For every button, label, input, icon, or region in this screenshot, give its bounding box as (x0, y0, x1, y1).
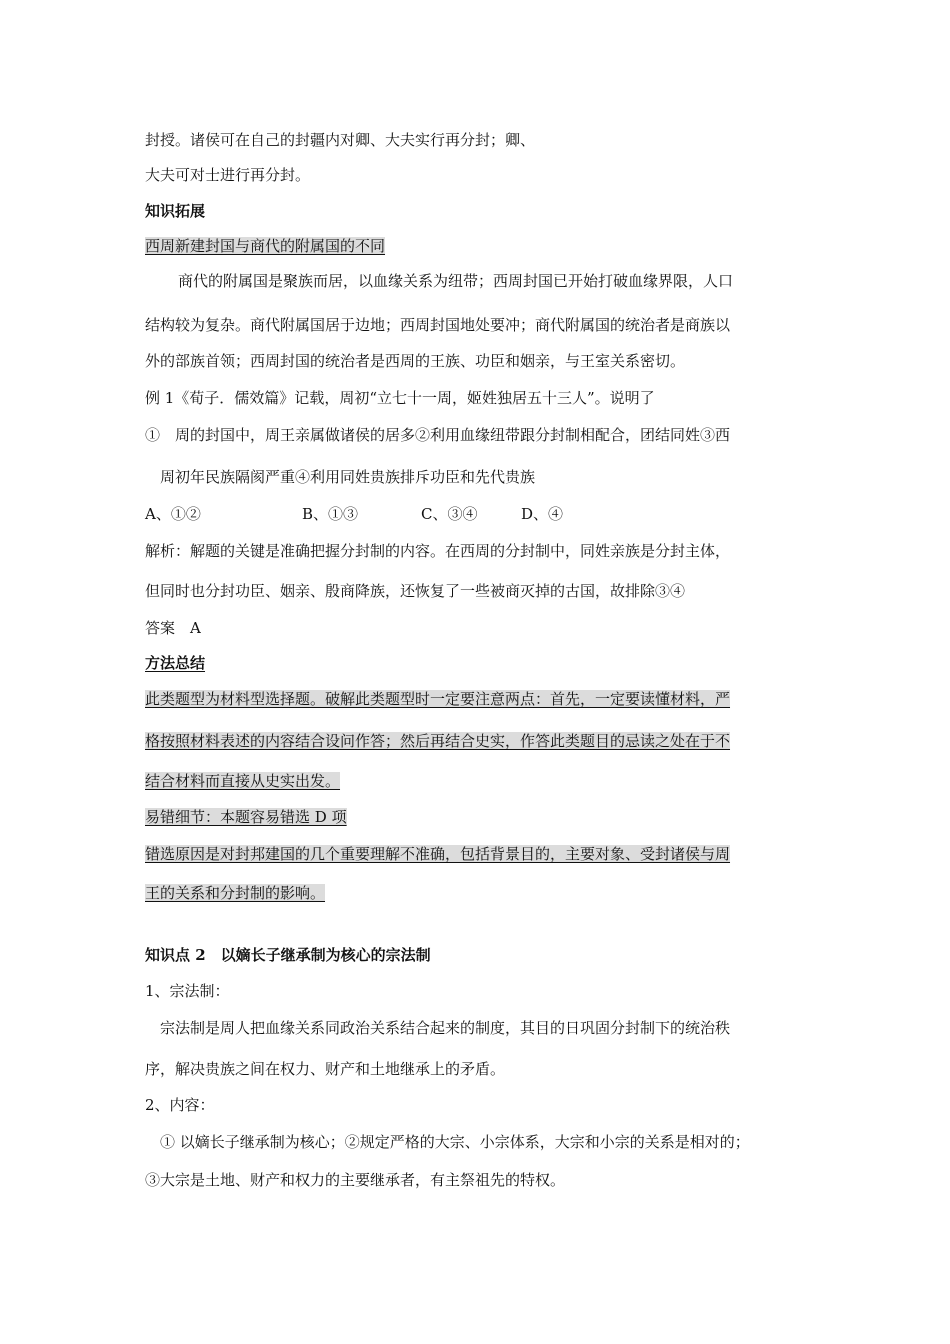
paragraph-line: 外的部族首领；西周封国的统治者是西周的王族、功臣和姻亲，与王室关系密切。 (145, 352, 686, 370)
highlighted-text: 结合材料而直接从史实出发。 (145, 772, 341, 790)
example-question: 例 1《荀子．儒效篇》记载，周初“立七十一周，姬姓独居五十三人”。说明了 (145, 389, 655, 407)
error-detail-line (145, 843, 730, 865)
paragraph-line: 序，解决贵族之间在权力、财产和土地继承上的矛盾。 (145, 1060, 506, 1078)
highlighted-text: 此类题型为材料型选择题。破解此类题型时一定要注意两点：首先，一定要读懂材料，严 (145, 690, 731, 708)
analysis-line: 但同时也分封功臣、姻亲、殷商降族，还恢复了一些被商灭掉的古国，故排除③④ (145, 582, 686, 600)
section-heading-knowledge-extension: 知识拓展 (145, 202, 206, 220)
subheading-comparison (145, 235, 385, 257)
highlighted-text: 西周新建封国与商代的附属国的不同 (145, 237, 386, 255)
example-statements: ① 周的封国中，周王亲属做诸侯的居多②利用血缘纽带跟分封制相配合，团结同姓③西 (145, 426, 731, 444)
section-heading-method-summary (145, 652, 205, 674)
paragraph-line: 宗法制是周人把血缘关系同政治关系结合起来的制度，其目的日巩固分封制下的统治秩 (160, 1019, 731, 1037)
option-d: D、④ (521, 505, 564, 523)
highlighted-text: 错选原因是对封邦建国的几个重要理解不准确，包括背景目的，主要对象、受封诸侯与周 (145, 845, 731, 863)
list-heading: 1、宗法制： (145, 982, 230, 1000)
highlighted-text: 王的关系和分封制的影响。 (145, 884, 326, 902)
list-heading: 2、内容： (145, 1096, 215, 1114)
paragraph-line: 商代的附属国是聚族而居，以血缘关系为纽带；西周封国已开始打破血缘界限，人口 (178, 272, 734, 290)
paragraph-line: 结构较为复杂。商代附属国居于边地；西周封国地处要冲；商代附属国的统治者是商族以 (145, 316, 731, 334)
option-a: A、①② (145, 505, 201, 523)
highlighted-text: 易错细节：本题容易错选 D 项 (145, 808, 347, 826)
section-heading-knowledge-point-2: 知识点 2 以嫡长子继承制为核心的宗法制 (145, 946, 431, 964)
method-line (145, 730, 730, 752)
example-statements-cont: 周初年民族隔阂严重④利用同姓贵族排斥功臣和先代贵族 (160, 468, 536, 486)
option-b: B、①③ (302, 505, 359, 523)
answer-options (145, 503, 645, 525)
paragraph-line: ① 以嫡长子继承制为核心；②规定严格的大宗、小宗体系，大宗和小宗的关系是相对的； (160, 1133, 750, 1151)
error-detail-line (145, 882, 325, 904)
paragraph-line: ③大宗是土地、财产和权力的主要继承者，有主祭祖先的特权。 (145, 1171, 566, 1189)
method-line (145, 770, 340, 792)
paragraph-line: 封授。诸侯可在自己的封疆内对卿、大夫实行再分封；卿、 (145, 131, 536, 149)
highlighted-text: 格按照材料表述的内容结合设问作答；然后再结合史实，作答此类题目的忌读之处在于不 (145, 732, 731, 750)
method-line (145, 688, 730, 710)
paragraph-line: 大夫可对士进行再分封。 (145, 166, 311, 184)
option-c: C、③④ (421, 505, 478, 523)
underlined-heading: 方法总结 (145, 654, 206, 672)
analysis-line: 解析：解题的关键是准确把握分封制的内容。在西周的分封制中，同姓亲族是分封主体， (145, 542, 731, 560)
answer-line: 答案 A (145, 619, 201, 637)
error-detail-heading (145, 806, 347, 828)
